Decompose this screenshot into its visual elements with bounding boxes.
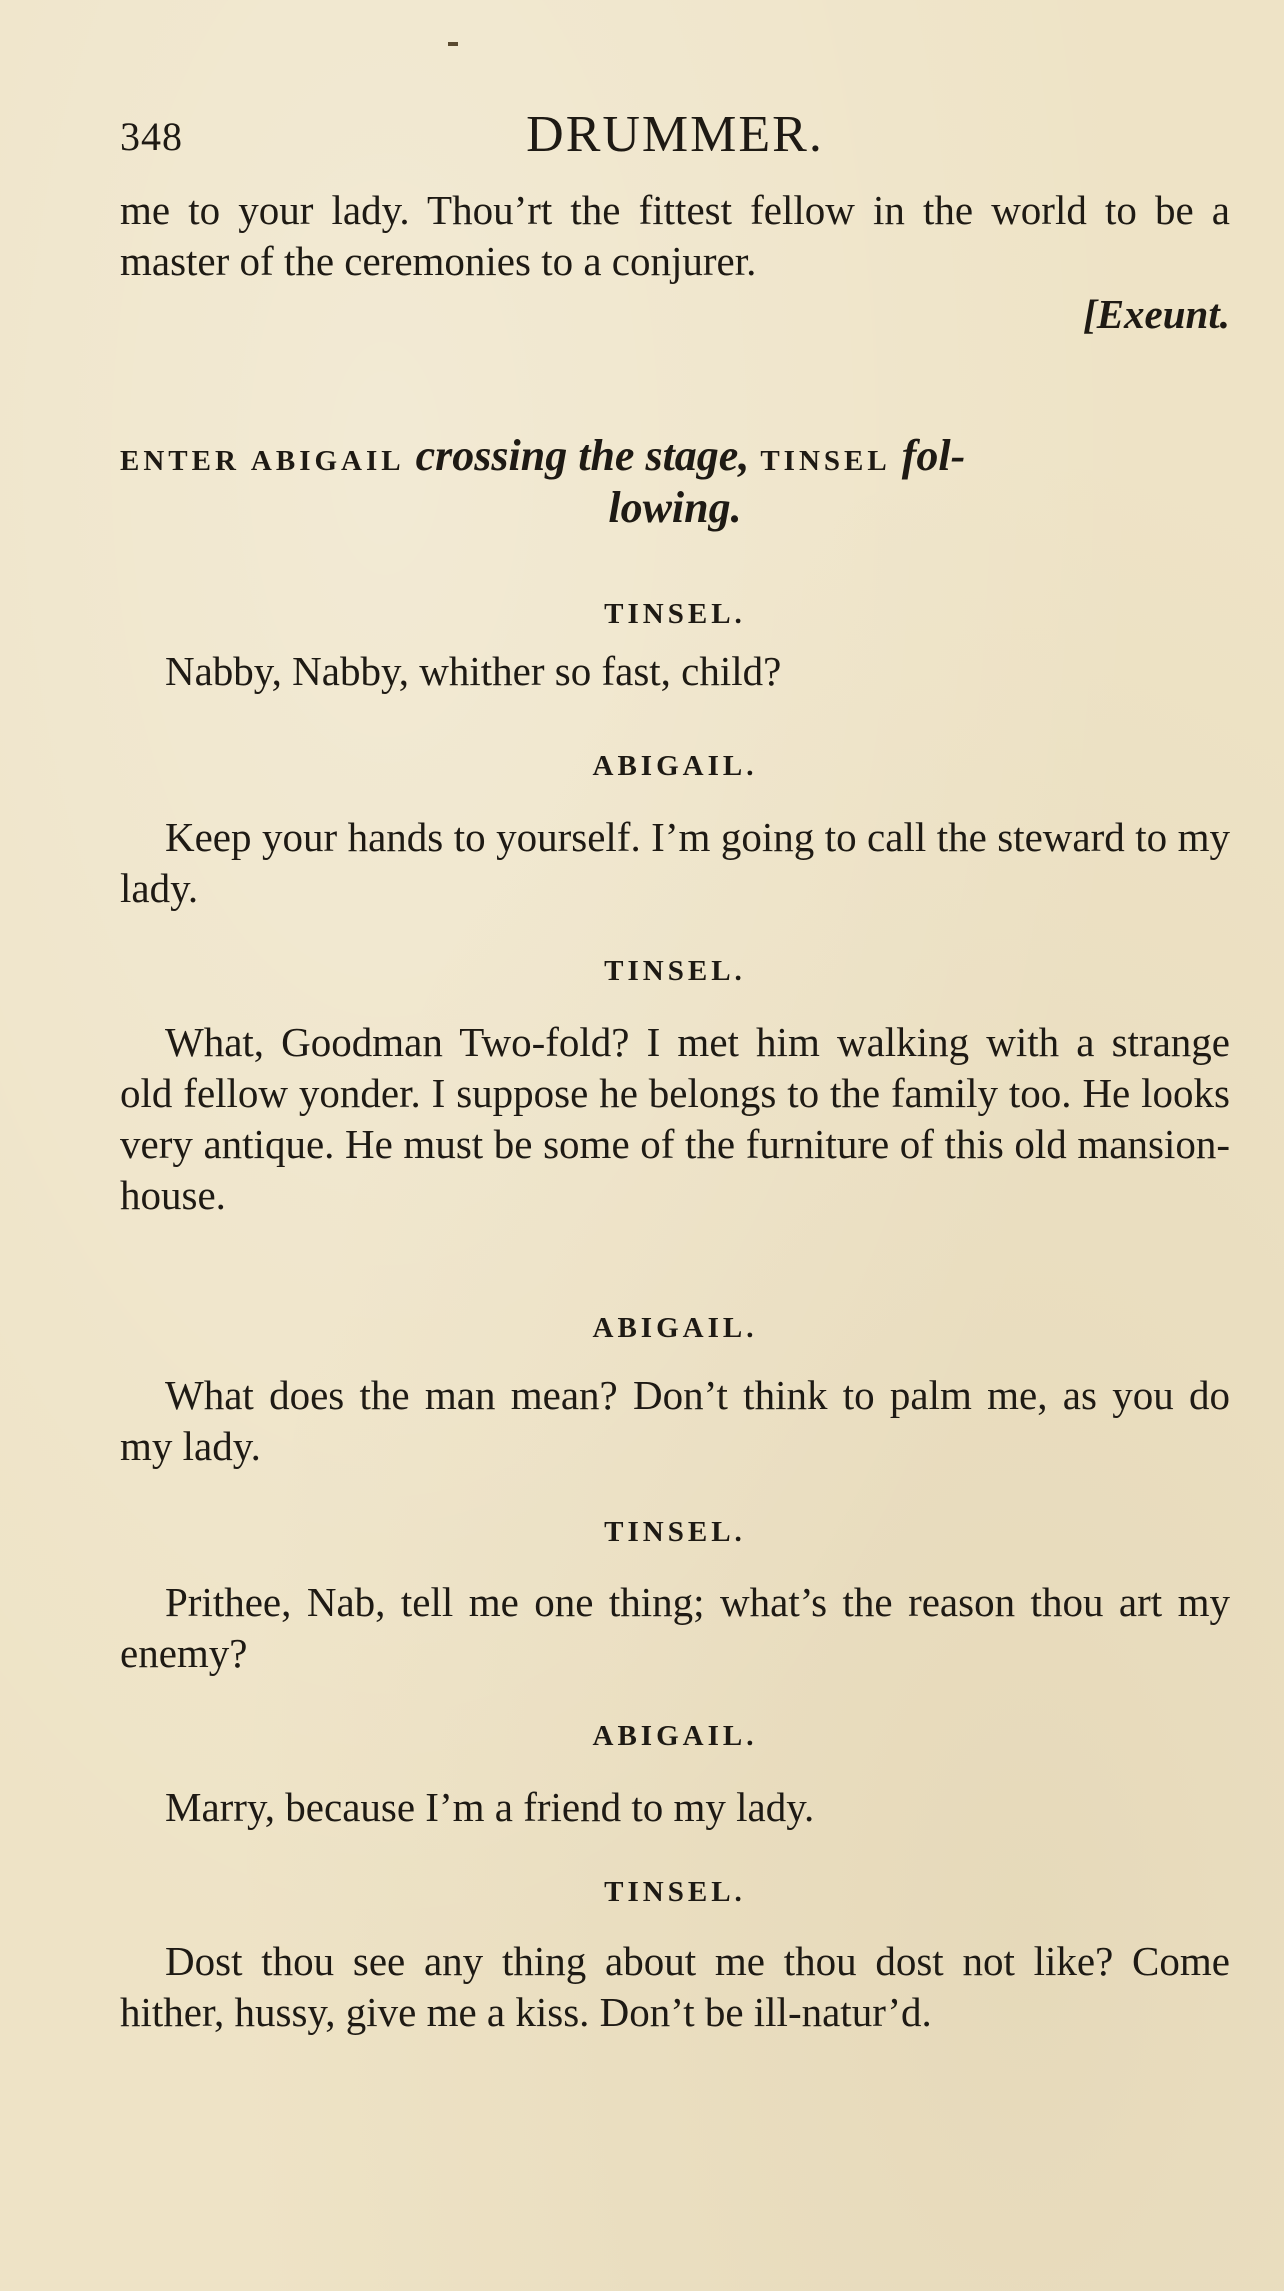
speaker-heading: TINSEL. xyxy=(604,598,746,630)
page-header xyxy=(120,105,1230,165)
speaker-heading: ABIGAIL. xyxy=(592,750,758,782)
stage-direction xyxy=(120,430,1230,487)
opening-text: me to your lady. Thou’rt the fittest fellow in the world to be a master of the ceremonies to a conjurer. xyxy=(120,187,1230,284)
stage-action: crossing the stage, xyxy=(415,431,750,480)
running-head: DRUMMER. xyxy=(526,106,824,163)
stage-enter: ENTER xyxy=(120,445,240,477)
exeunt-direction: [Exeunt. xyxy=(1083,291,1230,337)
speaker-heading: ABIGAIL. xyxy=(592,1720,758,1752)
speaker-heading: TINSEL. xyxy=(604,1516,746,1548)
speech: Prithee, Nab, tell me one thing; what’s the reason thou art my enemy? xyxy=(120,1579,1230,1676)
speaker-heading: ABIGAIL. xyxy=(592,1312,758,1344)
speech: Dost thou see any thing about me thou dost not like? Come hither, hussy, give me a kiss. Don’t be ill-natur’d. xyxy=(120,1938,1230,2035)
speaker-heading: TINSEL. xyxy=(604,955,746,987)
speech: Marry, because I’m a friend to my lady. xyxy=(165,1784,815,1830)
speech: Nabby, Nabby, whither so fast, child? xyxy=(165,648,782,694)
stage-character-tinsel: TINSEL xyxy=(760,445,891,477)
stage-character-abigail: ABIGAIL xyxy=(250,445,405,477)
speech: What, Goodman Two-fold? I met him walking with a strange old fellow yonder. I suppose he belongs to the family too. He looks very antique. He must be some of the furniture of this old mansion-house. xyxy=(120,1019,1230,1218)
ink-speck xyxy=(448,42,458,46)
stage-following-part1: fol- xyxy=(901,431,966,480)
stage-following-part2: lowing. xyxy=(608,483,742,532)
speech: Keep your hands to yourself. I’m going to call the steward to my lady. xyxy=(120,814,1230,911)
speech: What does the man mean? Don’t think to palm me, as you do my lady. xyxy=(120,1372,1230,1469)
page-number: 348 xyxy=(120,114,183,159)
speaker-heading: TINSEL. xyxy=(604,1876,746,1908)
